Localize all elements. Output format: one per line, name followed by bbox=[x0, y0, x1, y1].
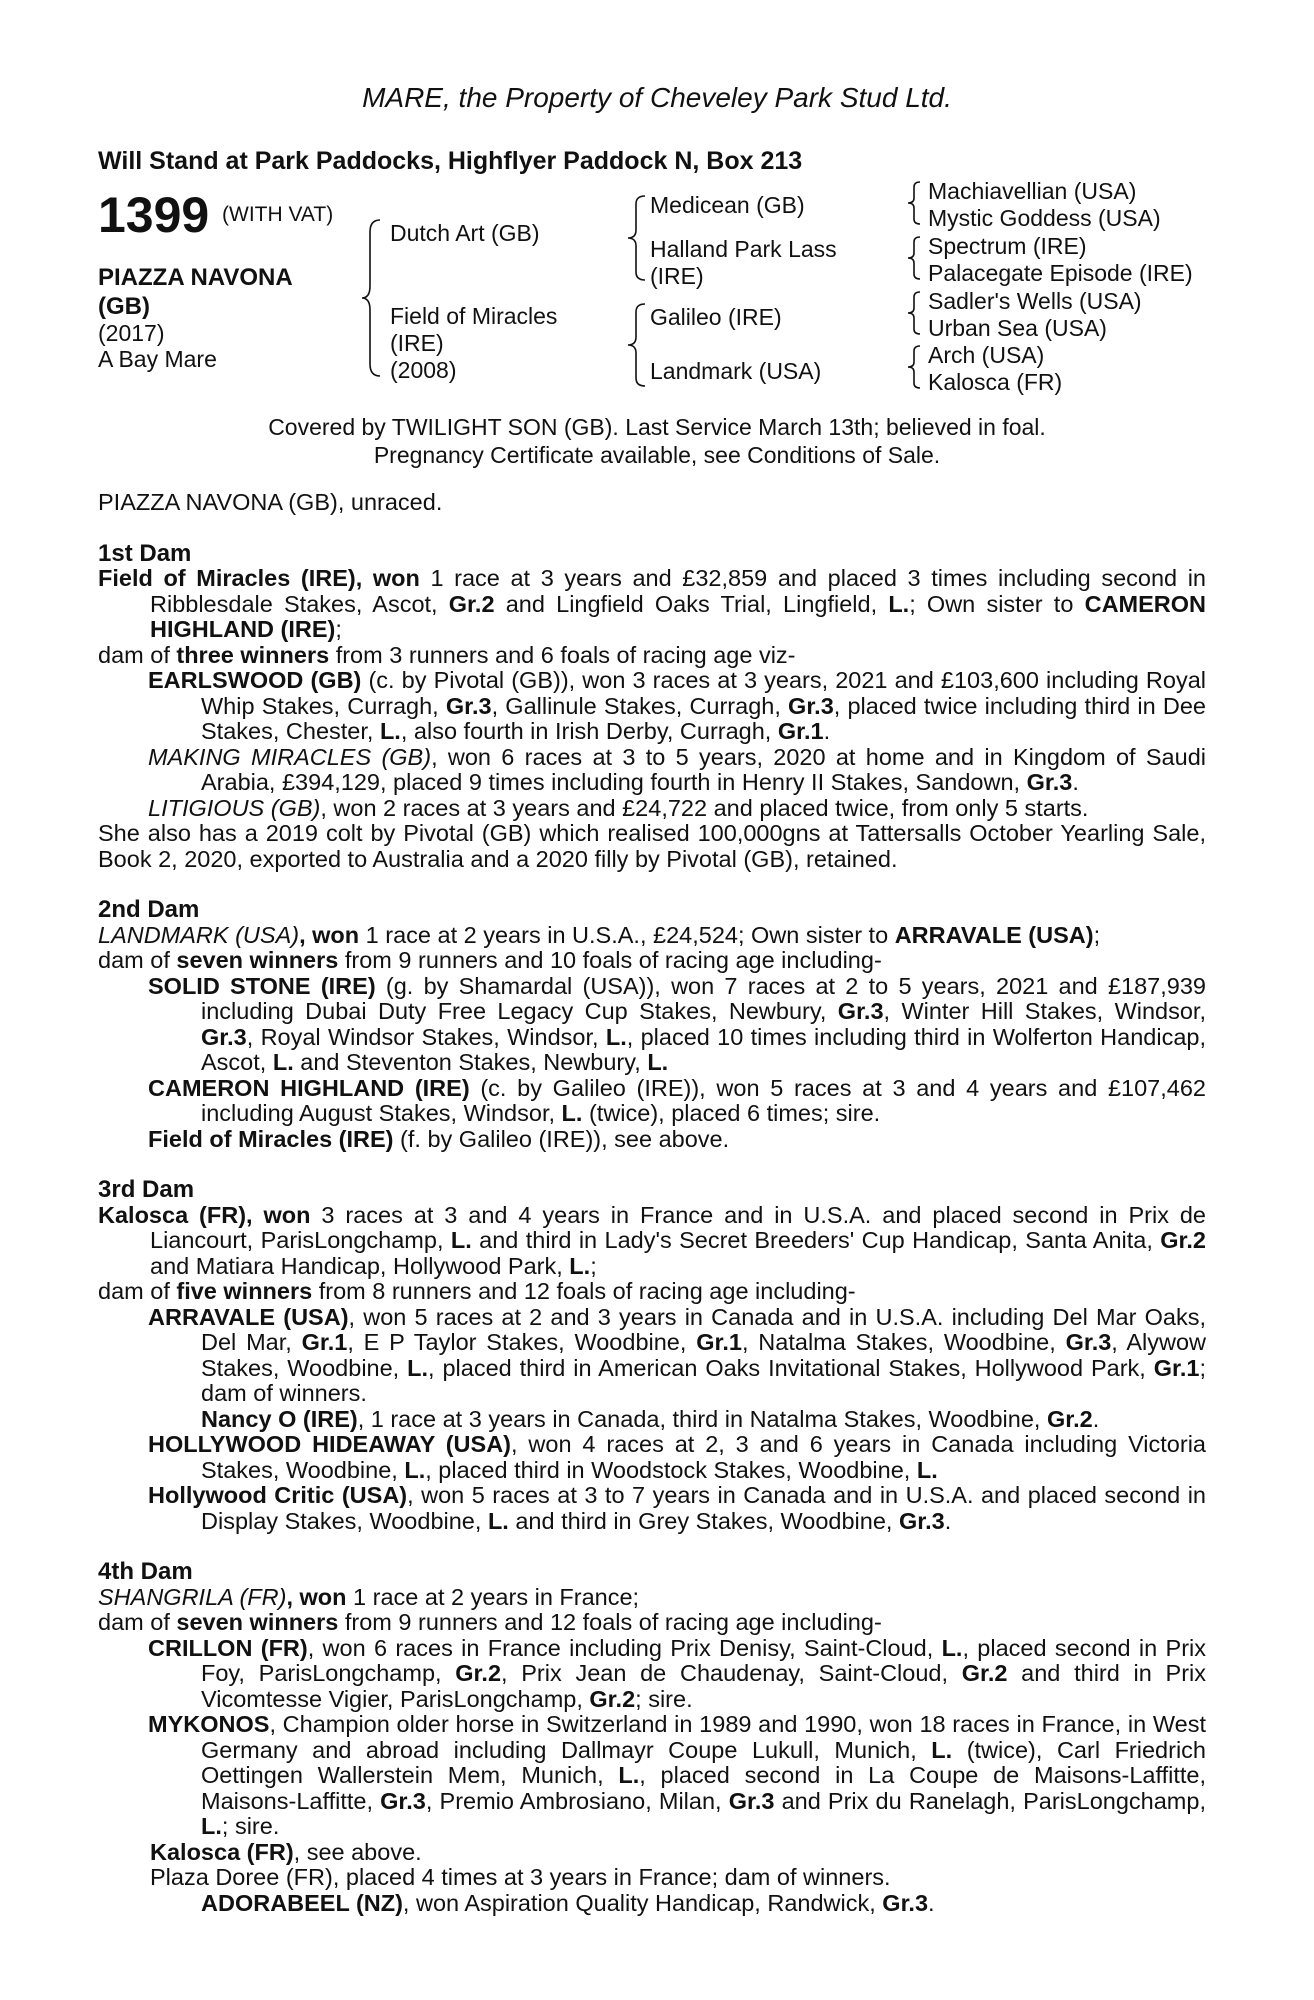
first-dam-heading: 1st Dam bbox=[98, 539, 192, 567]
lot-number: 1399 bbox=[98, 187, 210, 243]
dam-record bbox=[98, 490, 1206, 1916]
fourth-dam-dam-of: dam of seven winners from 9 runners and 12 foals of racing age including- bbox=[98, 1609, 882, 1635]
progeny-plaza-doree: Plaza Doree (FR), placed 4 times at 3 years in France; dam of winners. bbox=[150, 1864, 891, 1890]
progeny-adorabeel: ADORABEEL (NZ), won Aspiration Quality Handicap, Randwick, Gr.3. bbox=[201, 1889, 935, 1916]
pedigree-dam-dam: Landmark (USA) bbox=[650, 358, 822, 384]
pedigree-brace-main bbox=[360, 218, 384, 378]
progeny-litigious: LITIGIOUS (GB), won 2 races at 3 years and £24,722 and placed twice, from only 5 starts. bbox=[148, 794, 1089, 821]
first-dam-dam-of: dam of three winners from 3 runners and 6 foals of racing age viz- bbox=[98, 641, 796, 668]
pedigree-brace-sd bbox=[905, 235, 923, 281]
horse-year: (2017) bbox=[98, 320, 165, 346]
pedigree-dds: Arch (USA) bbox=[928, 342, 1045, 368]
progeny-colt-note: She also has a 2019 colt by Pivotal (GB) which realised 100,000gns at Tattersalls October Yearling Sale, Book 2, 2020, exported to Australia and a 2020 filly by Pivotal (GB), retained. bbox=[98, 820, 1206, 872]
pedigree-sire: Dutch Art (GB) bbox=[390, 220, 540, 246]
pedigree-ddd: Kalosca (FR) bbox=[928, 369, 1063, 395]
pedigree-brace-ss bbox=[905, 180, 923, 226]
pedigree-dam-line3: (2008) bbox=[390, 357, 457, 383]
progeny-making-miracles: MAKING MIRACLES (GB), won 6 races at 3 to 5 years, 2020 at home and in Kingdom of Saudi Arabia, £394,129, placed 9 times including fourth in Henry II Stakes, Sandown, Gr.3. bbox=[148, 743, 1206, 795]
unraced-note: PIAZZA NAVONA (GB), unraced. bbox=[98, 489, 443, 515]
pedigree-dam-line1: Field of Miracles bbox=[390, 303, 558, 329]
pedigree-dsd: Urban Sea (USA) bbox=[928, 315, 1107, 341]
progeny-arravale: ARRAVALE (USA), won 5 races at 2 and 3 years in Canada and in U.S.A. including Del Mar Oaks, Del Mar, Gr.1, E P Taylor Stakes, Woodbine, Gr.1, Natalma Stakes, Woodbine, Gr.3, Alywow Stakes, Woodbine, L., placed third in American Oaks Invitational Stakes, Hollywood Park, Gr.1; dam of winners. bbox=[148, 1303, 1206, 1406]
progeny-earlswood: EARLSWOOD (GB) (c. by Pivotal (GB)), won 3 races at 3 years, 2021 and £103,600 including Royal Whip Stakes, Curragh, Gr.3, Gallinule Stakes, Curragh, Gr.3, placed twice including third in Dee Stakes, Chester, L., also fourth in Irish Derby, Curragh, Gr.1. bbox=[148, 667, 1206, 744]
vat-note: (WITH VAT) bbox=[222, 203, 334, 226]
progeny-hollywood-hideaway: HOLLYWOOD HIDEAWAY (USA), won 4 races at 2, 3 and 6 years in Canada including Victoria Stakes, Woodbine, L., placed third in Woodstock Stakes, Woodbine, L. bbox=[148, 1431, 1206, 1483]
pedigree-dss: Sadler's Wells (USA) bbox=[928, 288, 1142, 314]
covered-line2: Pregnancy Certificate available, see Conditions of Sale. bbox=[373, 442, 941, 468]
covered-note bbox=[0, 413, 1314, 469]
second-dam-dam-of: dam of seven winners from 9 runners and 10 foals of racing age including- bbox=[98, 947, 882, 973]
third-dam-heading: 3rd Dam bbox=[98, 1176, 195, 1203]
stand-location: Will Stand at Park Paddocks, Highflyer Paddock N, Box 213 bbox=[98, 147, 803, 175]
progeny-field-of-miracles: Field of Miracles (IRE) (f. by Galileo (IRE)), see above. bbox=[148, 1125, 730, 1152]
progeny-hollywood-critic: Hollywood Critic (USA), won 5 races at 3 to 7 years in Canada and in U.S.A. and placed second in Display Stakes, Woodbine, L. and third in Grey Stakes, Woodbine, Gr.3. bbox=[148, 1482, 1206, 1534]
progeny-cameron-highland: CAMERON HIGHLAND (IRE) (c. by Galileo (IRE)), won 5 races at 3 and 4 years and £107,462 including August Stakes, Windsor, L. (twice), placed 6 times; sire. bbox=[148, 1074, 1206, 1126]
fourth-dam-heading: 4th Dam bbox=[98, 1558, 193, 1585]
progeny-kalosca: Kalosca (FR), see above. bbox=[150, 1838, 422, 1865]
progeny-mykonos: MYKONOS, Champion older horse in Switzerland in 1989 and 1990, won 18 races in France, in West Germany and abroad including Dallmayr Coupe Lukull, Munich, L. (twice), Carl Friedrich Oettingen Wallerstein Mem, Munich, L., placed second in La Coupe de Maisons-Laffitte, Maisons-Laffitte, Gr.3, Premio Ambrosiano, Milan, Gr.3 and Prix du Ranelagh, ParisLongchamp, L.; sire. bbox=[148, 1711, 1206, 1839]
pedigree-dam-sire: Galileo (IRE) bbox=[650, 304, 782, 330]
second-dam-entry: LANDMARK (USA), won 1 race at 2 years in U.S.A., £24,524; Own sister to ARRAVALE (USA); bbox=[98, 921, 1101, 948]
horse-description: A Bay Mare bbox=[98, 346, 217, 372]
second-dam-heading: 2nd Dam bbox=[98, 896, 200, 923]
pedigree-sds: Spectrum (IRE) bbox=[928, 233, 1087, 259]
pedigree-dam bbox=[390, 303, 557, 384]
pedigree-brace-ds bbox=[905, 290, 923, 336]
pedigree-sss: Machiavellian (USA) bbox=[928, 178, 1137, 204]
progeny-solid-stone: SOLID STONE (IRE) (g. by Shamardal (USA)), won 7 races at 2 to 5 years, 2021 and £187,939 including Dubai Duty Free Legacy Cup Stakes, Newbury, Gr.3, Winter Hill Stakes, Windsor, Gr.3, Royal Windsor Stakes, Windsor, L., placed 10 times including third in Wolferton Handicap, Ascot, L. and Steventon Stakes, Newbury, L. bbox=[148, 972, 1206, 1075]
lot-heading: MARE, the Property of Cheveley Park Stud Ltd. bbox=[362, 82, 952, 113]
pedigree-sdd: Palacegate Episode (IRE) bbox=[928, 260, 1193, 286]
pedigree-brace-dam bbox=[625, 302, 649, 388]
third-dam-entry: Kalosca (FR), won 3 races at 3 and 4 years in France and in U.S.A. and placed second in Prix de Liancourt, ParisLongchamp, L. and third in Lady's Secret Breeders' Cup Handicap, Santa Anita, Gr.2 and Matiara Handicap, Hollywood Park, L.; bbox=[98, 1201, 1206, 1279]
fourth-dam-entry: SHANGRILA (FR), won 1 race at 2 years in France; bbox=[98, 1583, 640, 1610]
third-dam-dam-of: dam of five winners from 8 runners and 12 foals of racing age including- bbox=[98, 1278, 856, 1304]
pedigree-sire-dam-line1: Halland Park Lass bbox=[650, 236, 837, 262]
pedigree-ssd: Mystic Goddess (USA) bbox=[928, 205, 1161, 231]
horse-name: PIAZZA NAVONA (GB) bbox=[98, 264, 292, 320]
pedigree-sire-dam-line2: (IRE) bbox=[650, 263, 704, 289]
pedigree-dam-line2: (IRE) bbox=[390, 330, 444, 356]
pedigree-sire-dam bbox=[650, 236, 837, 290]
covered-line1: Covered by TWILIGHT SON (GB). Last Service March 13th; believed in foal. bbox=[268, 414, 1046, 440]
pedigree-brace-dd bbox=[905, 344, 923, 390]
progeny-crillon: CRILLON (FR), won 6 races in France including Prix Denisy, Saint-Cloud, L., placed second in Prix Foy, ParisLongchamp, Gr.2, Prix Jean de Chaudenay, Saint-Cloud, Gr.2 and third in Prix Vicomtesse Vigier, ParisLongchamp, Gr.2; sire. bbox=[148, 1634, 1206, 1712]
pedigree-brace-sire bbox=[625, 194, 649, 282]
pedigree-sire-sire: Medicean (GB) bbox=[650, 192, 805, 218]
progeny-nancy-o: Nancy O (IRE), 1 race at 3 years in Canada, third in Natalma Stakes, Woodbine, Gr.2. bbox=[201, 1405, 1100, 1432]
first-dam-entry: Field of Miracles (IRE), won 1 race at 3 years and £32,859 and placed 3 times including second in Ribblesdale Stakes, Ascot, Gr.2 and Lingfield Oaks Trial, Lingfield, L.; Own sister to CAMERON HIGHLAND (IRE); bbox=[98, 565, 1207, 642]
